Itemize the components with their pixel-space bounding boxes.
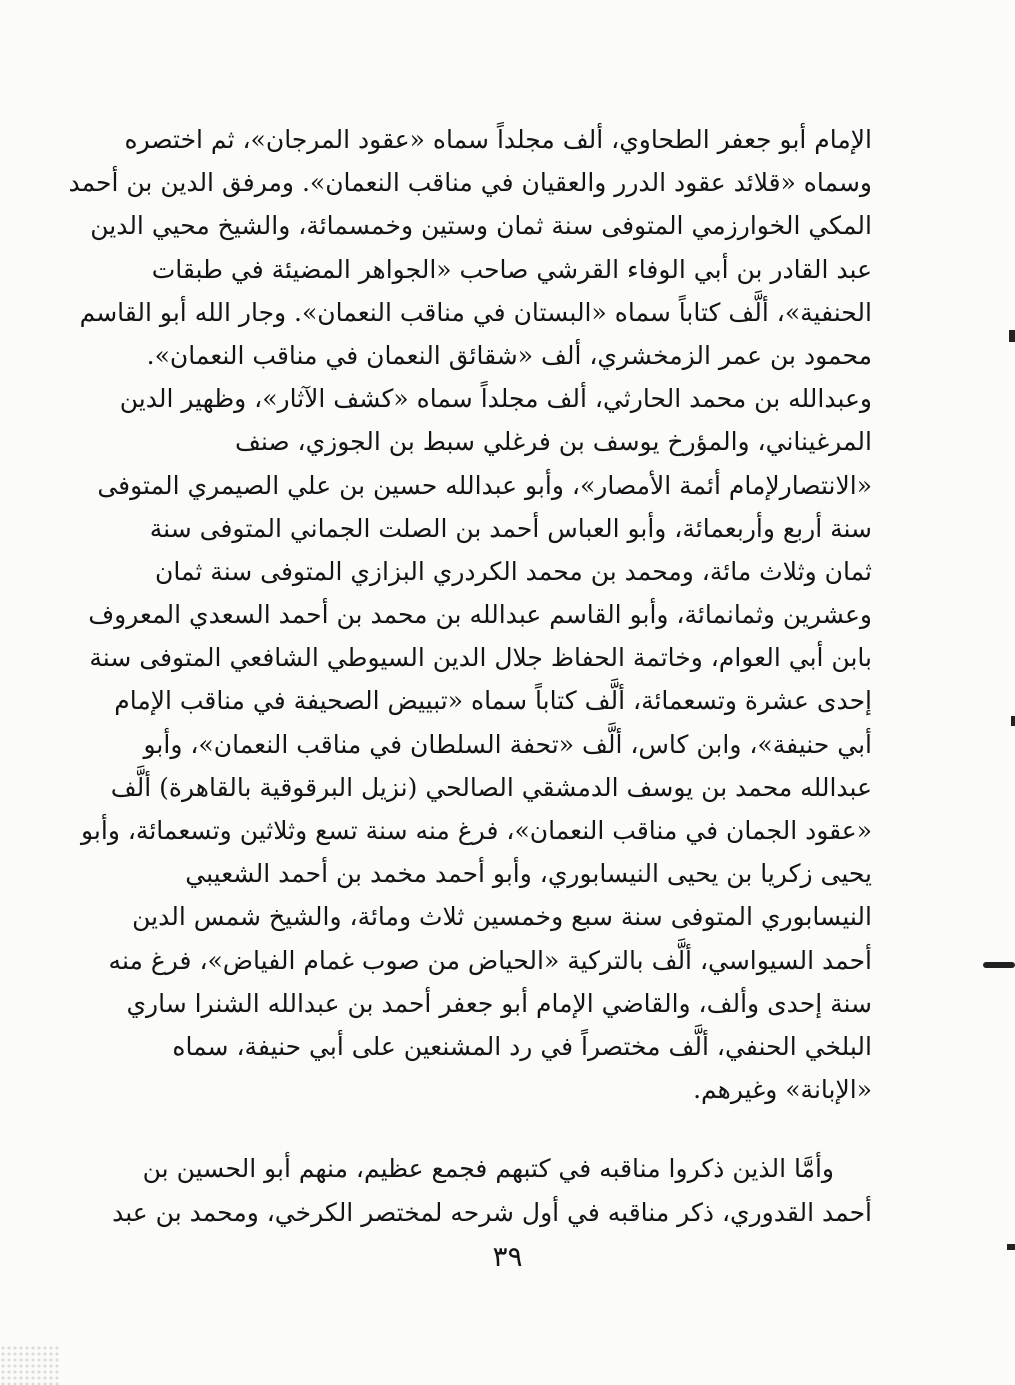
scan-artifact <box>1009 330 1015 342</box>
text-line: بابن أبي العوام، وخاتمة الحفاظ جلال الدين السيوطي الشافعي المتوفى سنة <box>89 643 872 673</box>
text-line: «الإبانة» وغيرهم. <box>693 1075 872 1105</box>
text-line: ثمان وثلاث مائة، ومحمد بن محمد الكردري البزازي المتوفى سنة ثمان <box>154 556 872 586</box>
scan-speckle <box>0 1345 60 1385</box>
text-line: أبي حنيفة»، وابن كاس، ألَّف «تحفة السلطان في مناقب النعمان»، وأبو <box>143 729 872 759</box>
scan-artifact <box>983 962 1015 968</box>
text-line: يحيى زكريا بن يحيى النيسابوري، وأبو أحمد مخمد بن أحمد الشعيبي <box>185 859 872 889</box>
paragraph-gap <box>182 1111 872 1147</box>
text-line: أحمد القدوري، ذكر مناقبه في أول شرحه لمختصر الكرخي، ومحمد بن عبد <box>112 1197 872 1227</box>
text-line: النيسابوري المتوفى سنة سبع وخمسين ثلاث ومائة، والشيخ شمس الدين <box>132 902 872 932</box>
text-line: وأمَّا الذين ذكروا مناقبه في كتبهم فجمع عظيم، منهم أبو الحسين بن <box>142 1154 834 1184</box>
text-line: الحنفية»، ألَّف كتاباً سماه «البستان في مناقب النعمان». وجار الله أبو القاسم <box>79 297 872 327</box>
text-line: أحمد السيواسي، ألَّف بالتركية «الحياض من صوب غمام الفياض»، فرغ منه <box>108 945 872 975</box>
text-line: وعشرين وثمانمائة، وأبو القاسم عبدالله بن محمد بن أحمد السعدي المعروف <box>88 600 872 630</box>
page-body-text <box>68 118 872 1234</box>
page-number: ٣٩ <box>492 1240 523 1273</box>
paragraph-2 <box>112 1147 872 1233</box>
text-line: الإمام أبو جعفر الطحاوي، ألف مجلداً سماه «عقود المرجان»، ثم اختصره <box>124 125 872 154</box>
text-line: عبد القادر بن أبي الوفاء القرشي صاحب «الجواهر المضيئة في طبقات <box>151 254 872 284</box>
text-line: وسماه «قلائد عقود الدرر والعقيان في مناقب النعمان». ومرفق الدين بن أحمد <box>68 168 872 198</box>
text-line: سنة أربع وأربعمائة، وأبو العباس أحمد بن الصلت الجماني المتوفى سنة <box>149 513 872 543</box>
text-line: «عقود الجمان في مناقب النعمان»، فرغ منه سنة تسع وثلاثين وتسعمائة، وأبو <box>81 816 872 845</box>
text-line: إحدى عشرة وتسعمائة، ألَّف كتاباً سماه «تبييض الصحيفة في مناقب الإمام <box>114 686 872 716</box>
scan-artifact <box>1011 716 1015 726</box>
text-line: البلخي الحنفي، ألَّف مختصراً في رد المشنعين على أبي حنيفة، سماه <box>172 1031 872 1061</box>
text-line: عبدالله محمد بن يوسف الدمشقي الصالحي (نزيل البرقوقية بالقاهرة) ألَّف <box>110 772 872 802</box>
text-line: المرغيناني، والمؤرخ يوسف بن فرغلي سبط بن الجوزي، صنف <box>234 427 872 457</box>
paragraph-1 <box>68 118 872 1111</box>
text-line: محمود بن عمر الزمخشري، ألف «شقائق النعمان في مناقب النعمان». <box>146 340 872 370</box>
text-line: المكي الخوارزمي المتوفى سنة ثمان وستين وخمسمائة، والشيخ محيي الدين <box>90 211 872 241</box>
text-line: سنة إحدى وألف، والقاضي الإمام أبو جعفر أحمد بن عبدالله الشنرا ساري <box>126 988 872 1018</box>
text-line: وعبدالله بن محمد الحارثي، ألف مجلداً سماه «كشف الآثار»، وظهير الدين <box>119 384 872 414</box>
scan-artifact <box>1007 1244 1015 1250</box>
text-line: «الانتصارلإمام أئمة الأمصار»، وأبو عبدالله حسين بن علي الصيمري المتوفى <box>97 470 872 500</box>
